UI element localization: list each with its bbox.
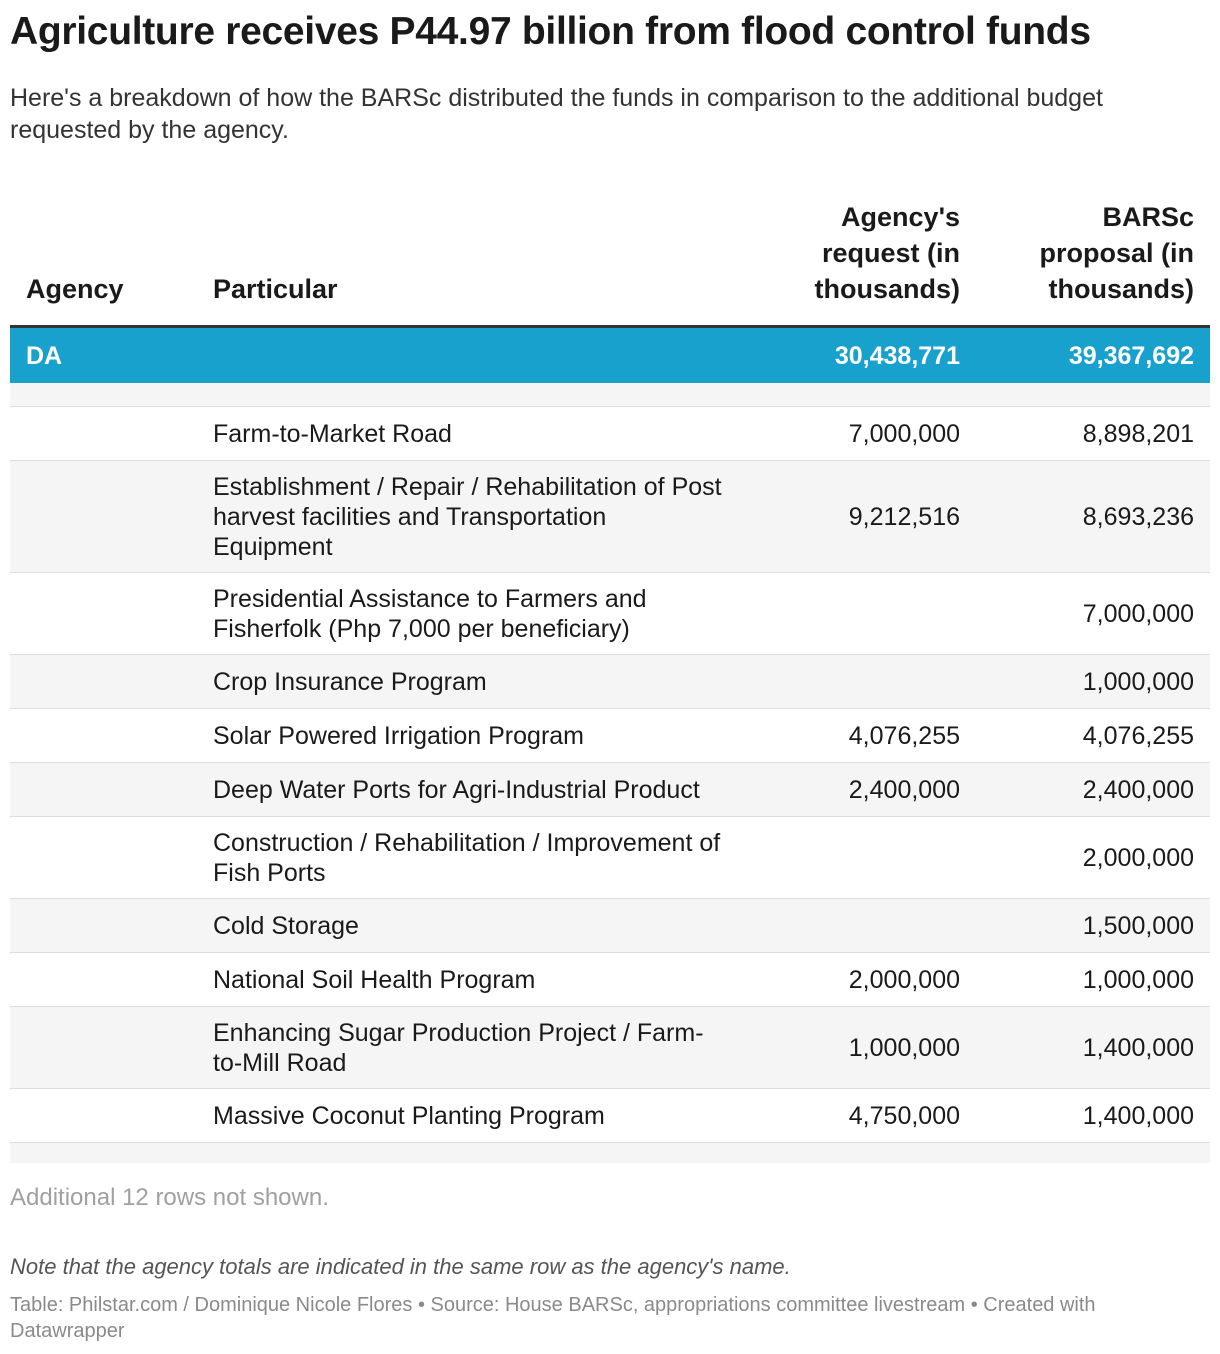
more-rows-note: Additional 12 rows not shown.	[10, 1184, 329, 1211]
cell-proposal: 7,000,000	[1082, 599, 1194, 628]
cell-request: 2,400,000	[848, 775, 960, 804]
cell-proposal: 1,000,000	[1082, 667, 1194, 696]
cell-particular: Deep Water Ports for Agri-Industrial Product	[213, 775, 700, 804]
cell-proposal: 2,400,000	[1082, 775, 1194, 804]
group-spacer	[10, 383, 1210, 407]
table-row	[10, 407, 1210, 461]
cell-request: 7,000,000	[848, 419, 960, 448]
cell-proposal: 2,000,000	[1082, 843, 1194, 872]
cell-particular: Massive Coconut Planting Program	[213, 1101, 605, 1130]
table-row	[10, 461, 1210, 573]
cell-proposal: 1,500,000	[1082, 911, 1194, 940]
cell-particular: Presidential Assistance to Farmers and Fisherfolk (Php 7,000 per beneficiary)	[213, 584, 647, 643]
cell-request: 4,750,000	[848, 1101, 960, 1130]
cell-particular: Establishment / Repair / Rehabilitation of Post harvest facilities and Transportation Equipment	[213, 472, 722, 561]
table-row	[10, 1089, 1210, 1143]
table-row	[10, 655, 1210, 709]
credits-footer: Table: Philstar.com / Dominique Nicole Flores • Source: House BARSc, appropriations committee livestream • Created with Datawrapper	[10, 1294, 1096, 1342]
table-row	[10, 817, 1210, 899]
header-proposal[interactable]: BARSc proposal (in thousands)	[1039, 202, 1194, 304]
cell-particular: Solar Powered Irrigation Program	[213, 721, 584, 750]
cell-particular: Enhancing Sugar Production Project / Farm-to-Mill Road	[213, 1018, 704, 1077]
group-proposal: 39,367,692	[1068, 341, 1194, 370]
cell-proposal: 8,898,201	[1082, 419, 1194, 448]
table-bottom-pad	[10, 1143, 1210, 1163]
table-row	[10, 573, 1210, 655]
cell-request: 9,212,516	[848, 502, 960, 531]
group-row-da	[10, 328, 1210, 383]
table-row	[10, 899, 1210, 953]
table-row	[10, 1007, 1210, 1089]
chart-subtitle: Here's a breakdown of how the BARSc distributed the funds in comparison to the additional budget requested by the agency.	[10, 84, 1103, 144]
cell-request: 2,000,000	[848, 965, 960, 994]
cell-particular: Cold Storage	[213, 911, 359, 940]
data-table	[10, 200, 1210, 1163]
header-particular[interactable]: Particular	[213, 274, 338, 304]
header-agency[interactable]: Agency	[26, 274, 124, 304]
table-row	[10, 709, 1210, 763]
cell-particular: Farm-to-Market Road	[213, 419, 452, 448]
cell-proposal: 1,000,000	[1082, 965, 1194, 994]
table-header	[10, 200, 1210, 328]
table-row	[10, 763, 1210, 817]
group-request: 30,438,771	[834, 341, 960, 370]
group-agency: DA	[26, 341, 63, 370]
cell-particular: National Soil Health Program	[213, 965, 536, 994]
header-request[interactable]: Agency's request (in thousands)	[814, 202, 960, 304]
cell-particular: Crop Insurance Program	[213, 667, 487, 696]
cell-proposal: 1,400,000	[1082, 1033, 1194, 1062]
chart-title: Agriculture receives P44.97 billion from flood control funds	[10, 10, 1091, 53]
table-body	[10, 407, 1210, 1143]
cell-particular: Construction / Rehabilitation / Improvement of Fish Ports	[213, 828, 721, 887]
table-row	[10, 953, 1210, 1007]
cell-proposal: 4,076,255	[1082, 721, 1194, 750]
cell-request: 1,000,000	[848, 1033, 960, 1062]
table-note: Note that the agency totals are indicated in the same row as the agency's name.	[10, 1254, 791, 1279]
cell-proposal: 8,693,236	[1082, 502, 1194, 531]
cell-proposal: 1,400,000	[1082, 1101, 1194, 1130]
cell-request: 4,076,255	[848, 721, 960, 750]
